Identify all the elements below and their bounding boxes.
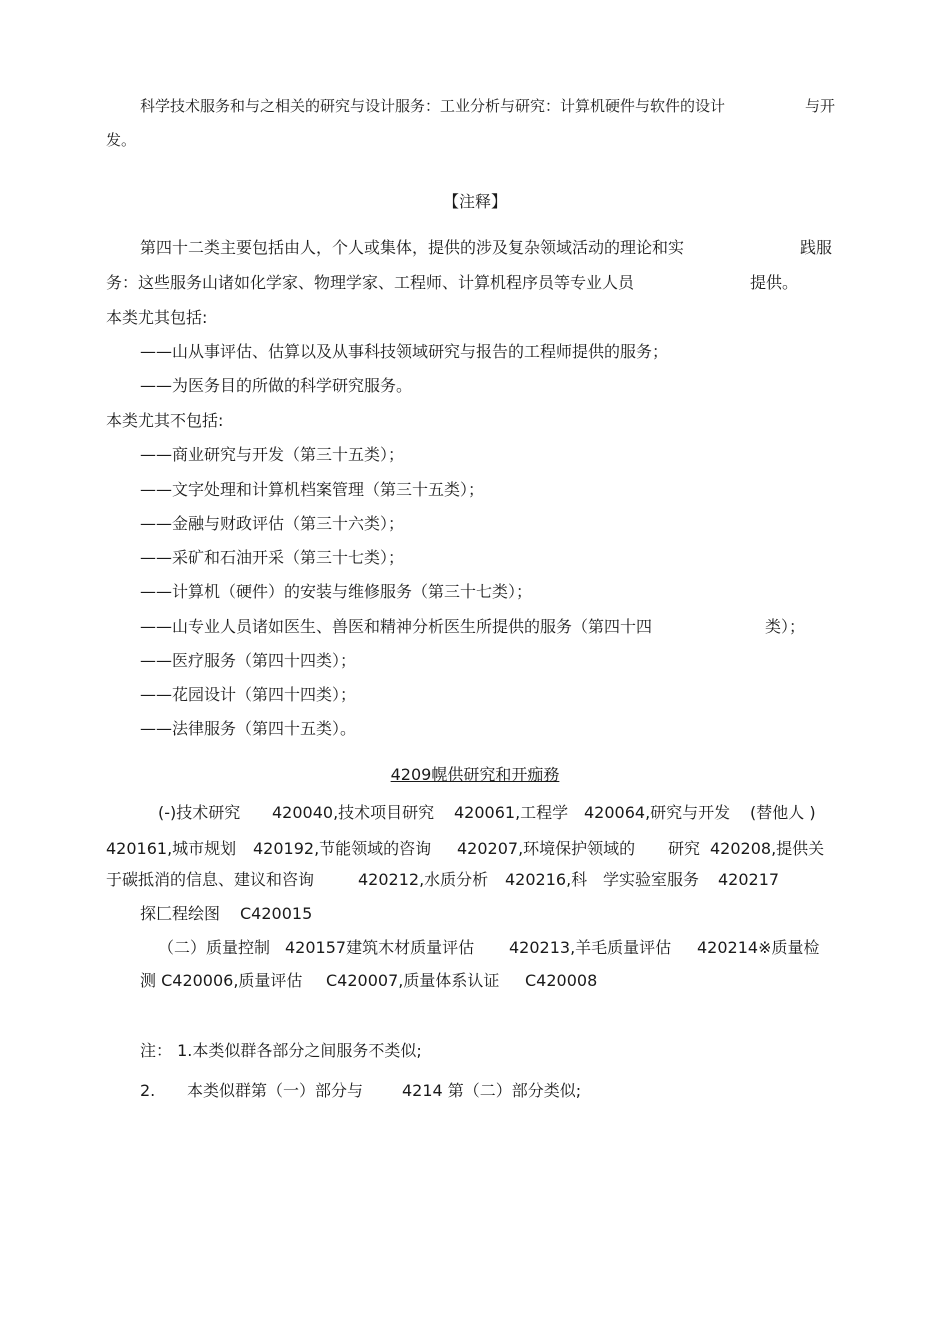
s1-segment: 420192,节能领域的咨询 bbox=[253, 839, 432, 858]
s1-segment: 420216,科 bbox=[505, 870, 588, 889]
s1-segment: (-)技术研究 bbox=[158, 803, 241, 822]
excludes-item: ——花园设计（第四十四类）； bbox=[140, 685, 357, 704]
s1-segment: 420040,技术项目研究 bbox=[272, 803, 435, 822]
excludes-item: ——文字处理和计算机档案管理（第三十五类）； bbox=[140, 480, 485, 499]
s1-segment: 420217 bbox=[718, 870, 780, 889]
s1-segment: 420161,城市规划 bbox=[106, 839, 237, 858]
group-title: 4209幌供研究和开痂務 bbox=[390, 765, 560, 784]
s1-segment: 420061,工程学 bbox=[454, 803, 569, 822]
note-2-text-a: 本类似群第（一）部分与 bbox=[187, 1081, 364, 1100]
intro-line-2: 发。 bbox=[106, 131, 137, 149]
note-1: 注： 1.本类似群各部分之间服务不类似; bbox=[140, 1041, 422, 1060]
s2-segment: 420157建筑木材质量评估 bbox=[285, 938, 475, 957]
excludes-item-tail: 类）； bbox=[765, 617, 806, 636]
s2-segment: 420213,羊毛质量评估 bbox=[509, 938, 672, 957]
s2-segment: 测 C420006,质量评估 bbox=[140, 971, 303, 990]
note-2-text-b: 4214 第（二）部分类似; bbox=[402, 1081, 582, 1100]
note-heading: 【注释】 bbox=[442, 192, 507, 211]
para-line-1: 第四十二类主要包括由人，个人或集体，提供的涉及复杂领域活动的理论和实 bbox=[140, 238, 685, 257]
s1-segment: 探匚程绘图 bbox=[140, 904, 221, 923]
note-2-number: 2. bbox=[140, 1081, 156, 1100]
includes-item: ——为医务目的所做的科学研究服务。 bbox=[140, 376, 413, 395]
s1-segment: 学实验室服务 bbox=[603, 870, 700, 889]
excludes-item: ——医疗服务（第四十四类）； bbox=[140, 651, 357, 670]
includes-item: ——山从事评估、估算以及从事科技领域研究与报告的工程师提供的服务； bbox=[140, 342, 669, 361]
includes-heading: 本类尤其包括: bbox=[106, 308, 208, 327]
s1-segment: 研究 bbox=[668, 839, 701, 858]
intro-line-1-tail: 与开 bbox=[805, 97, 836, 115]
excludes-item: ——山专业人员诸如医生、兽医和精神分析医生所提供的服务（第四十四 bbox=[140, 617, 653, 636]
intro-line-1 bbox=[140, 96, 725, 116]
s2-segment: （二）质量控制 bbox=[158, 938, 271, 957]
s1-segment: C420015 bbox=[240, 904, 313, 923]
s2-segment: 420214※质量检 bbox=[697, 938, 820, 957]
para-line-2: 务：这些服务山诸如化学家、物理学家、工程师、计算机程序员等专业人员 bbox=[106, 273, 635, 292]
excludes-item: ——商业研究与开发（第三十五类）； bbox=[140, 445, 405, 464]
s2-segment: C420007,质量体系认证 bbox=[326, 971, 500, 990]
para-line-1-tail: 践服 bbox=[800, 238, 833, 257]
excludes-heading: 本类尤其不包括: bbox=[106, 411, 224, 430]
s1-segment: (替他人 ) bbox=[750, 803, 816, 822]
s1-segment: 420207,环境保护领域的 bbox=[457, 839, 636, 858]
para-line-2-tail: 提供。 bbox=[750, 273, 799, 292]
s1-segment: 420064,研究与开发 bbox=[584, 803, 731, 822]
s1-segment: 于碳抵消的信息、建议和咨询 bbox=[106, 870, 315, 889]
excludes-item: ——金融与财政评估（第三十六类）； bbox=[140, 514, 405, 533]
intro-text-a: 科学技术服务和与之相关的研究与设计服务：工业分析与研究：计算机硬件与软件的设计 bbox=[140, 97, 726, 115]
s2-segment: C420008 bbox=[525, 971, 598, 990]
excludes-item: ——法律服务（第四十五类）。 bbox=[140, 719, 357, 738]
s1-segment: 420212,水质分析 bbox=[358, 870, 489, 889]
s1-segment: 420208,提供关 bbox=[710, 839, 825, 858]
excludes-item: ——采矿和石油开采（第三十七类）； bbox=[140, 548, 405, 567]
excludes-item: ——计算机（硬件）的安装与维修服务（第三十七类）； bbox=[140, 582, 533, 601]
